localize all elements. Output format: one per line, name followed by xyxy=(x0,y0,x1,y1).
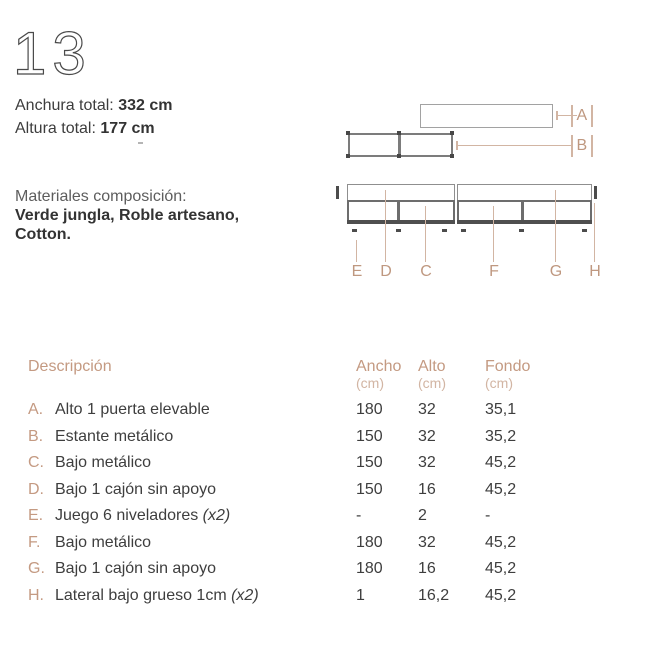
table-body xyxy=(28,397,588,609)
small-mark xyxy=(138,142,143,144)
leveler-foot xyxy=(582,229,587,232)
materials-value-line1: Verde jungla, Roble artesano, xyxy=(15,207,240,224)
label-f-letter: F xyxy=(489,263,499,280)
label-e-letter: E xyxy=(351,263,363,280)
leveler-foot xyxy=(396,229,401,232)
row-letter: D. xyxy=(28,480,44,498)
row-letter: C. xyxy=(28,454,44,472)
row-alto: 32 xyxy=(418,454,436,472)
row-alto: 16 xyxy=(418,480,436,498)
leader-f-line xyxy=(493,206,494,262)
module-c-base-edge xyxy=(347,220,455,224)
total-width-label: Anchura total: xyxy=(15,97,114,114)
lateral-panel-left xyxy=(336,186,339,199)
diagram-label-a xyxy=(571,105,593,127)
row-letter: A. xyxy=(28,401,44,419)
module-g-drawer-outline xyxy=(457,184,592,201)
leader-d-line xyxy=(385,190,386,262)
module-d-drawer-outline xyxy=(347,184,455,201)
leader-b-line xyxy=(456,145,572,146)
leader-h-line xyxy=(594,203,595,262)
row-ancho: 180 xyxy=(356,401,383,419)
diagram-label-c xyxy=(413,261,439,282)
leveler-foot xyxy=(442,229,447,232)
module-b-divider xyxy=(398,134,401,156)
module-b-corner-dot xyxy=(450,154,454,158)
label-a-right-bar xyxy=(591,105,593,127)
header-alto-unit: (cm) xyxy=(418,375,446,391)
row-ancho: 150 xyxy=(356,427,383,445)
row-fondo: 45,2 xyxy=(485,454,517,472)
diagram-label-g xyxy=(543,261,569,282)
row-description: Alto 1 puerta elevable xyxy=(55,401,210,419)
module-f-body-outline xyxy=(457,200,592,222)
label-b-right-bar xyxy=(591,135,593,157)
row-ancho: 1 xyxy=(356,586,365,604)
row-ancho: 180 xyxy=(356,533,383,551)
row-alto: 16 xyxy=(418,560,436,578)
row-fondo: - xyxy=(485,507,491,525)
module-b-corner-dot xyxy=(397,131,401,135)
total-width-value: 332 cm xyxy=(118,97,173,114)
row-description: Lateral bajo grueso 1cm (x2) xyxy=(55,586,259,604)
row-letter: E. xyxy=(28,507,44,525)
diagram-label-b xyxy=(571,135,593,157)
label-b-letter: B xyxy=(576,137,588,154)
header-alto: Alto (cm) xyxy=(418,357,485,391)
total-height-value: 177 cm xyxy=(100,120,155,137)
total-width-line xyxy=(15,94,172,117)
page-number: 13 xyxy=(13,20,92,87)
leveler-foot xyxy=(352,229,357,232)
leveler-foot xyxy=(519,229,524,232)
diagram-label-e xyxy=(344,261,370,282)
total-height-label: Altura total: xyxy=(15,120,96,137)
row-fondo: 45,2 xyxy=(485,560,517,578)
diagram-label-f xyxy=(481,261,507,282)
header-fondo-unit: (cm) xyxy=(485,375,513,391)
header-ancho-unit: (cm) xyxy=(356,375,384,391)
label-c-letter: C xyxy=(420,263,432,280)
header-fondo: Fondo (cm) xyxy=(485,357,560,391)
label-h-letter: H xyxy=(589,263,601,280)
leveler-foot xyxy=(461,229,466,232)
module-f-base-edge xyxy=(457,220,592,224)
row-alto: 16,2 xyxy=(418,586,450,604)
total-dimensions xyxy=(15,94,172,140)
row-description: Bajo 1 cajón sin apoyo xyxy=(55,560,216,578)
row-letter: G. xyxy=(28,560,45,578)
module-c-divider xyxy=(397,201,400,221)
module-c-body-outline xyxy=(347,200,455,222)
row-letter: B. xyxy=(28,427,44,445)
diagram-label-d xyxy=(373,261,399,282)
header-description: Descripción xyxy=(28,358,112,375)
leader-g-line xyxy=(555,190,556,262)
module-a-outline xyxy=(420,104,553,128)
row-ancho: 150 xyxy=(356,480,383,498)
row-fondo: 45,2 xyxy=(485,480,517,498)
row-ancho: - xyxy=(356,507,362,525)
label-d-letter: D xyxy=(380,263,392,280)
module-b-corner-dot xyxy=(346,131,350,135)
leader-e-line xyxy=(356,240,357,262)
label-g-letter: G xyxy=(549,263,563,280)
row-description: Bajo 1 cajón sin apoyo xyxy=(55,480,216,498)
row-letter: H. xyxy=(28,586,44,604)
row-ancho: 180 xyxy=(356,560,383,578)
row-fondo: 35,2 xyxy=(485,427,517,445)
module-b-corner-dot xyxy=(397,154,401,158)
row-description: Juego 6 niveladores (x2) xyxy=(55,507,231,525)
module-f-divider xyxy=(521,201,524,221)
row-letter: F. xyxy=(28,533,41,551)
row-description: Bajo metálico xyxy=(55,454,152,472)
header-ancho: Ancho (cm) xyxy=(356,357,418,391)
materials-label: Materiales composición: xyxy=(15,188,187,205)
row-description: Bajo metálico xyxy=(55,533,152,551)
total-height-line xyxy=(15,117,172,140)
row-fondo: 45,2 xyxy=(485,533,517,551)
diagram-label-h xyxy=(582,261,608,282)
leader-c-line xyxy=(425,206,426,262)
row-alto: 32 xyxy=(418,401,436,419)
table-header xyxy=(28,357,588,391)
materials-value-line2: Cotton. xyxy=(15,226,71,243)
row-fondo: 35,1 xyxy=(485,401,517,419)
row-ancho: 150 xyxy=(356,454,383,472)
row-fondo: 45,2 xyxy=(485,586,517,604)
lateral-panel-right xyxy=(594,186,597,199)
module-b-corner-dot xyxy=(346,154,350,158)
row-alto: 2 xyxy=(418,507,427,525)
row-alto: 32 xyxy=(418,533,436,551)
row-description: Estante metálico xyxy=(55,427,174,445)
materials-block xyxy=(15,187,239,244)
label-a-letter: A xyxy=(576,107,588,124)
module-b-corner-dot xyxy=(450,131,454,135)
row-alto: 32 xyxy=(418,427,436,445)
